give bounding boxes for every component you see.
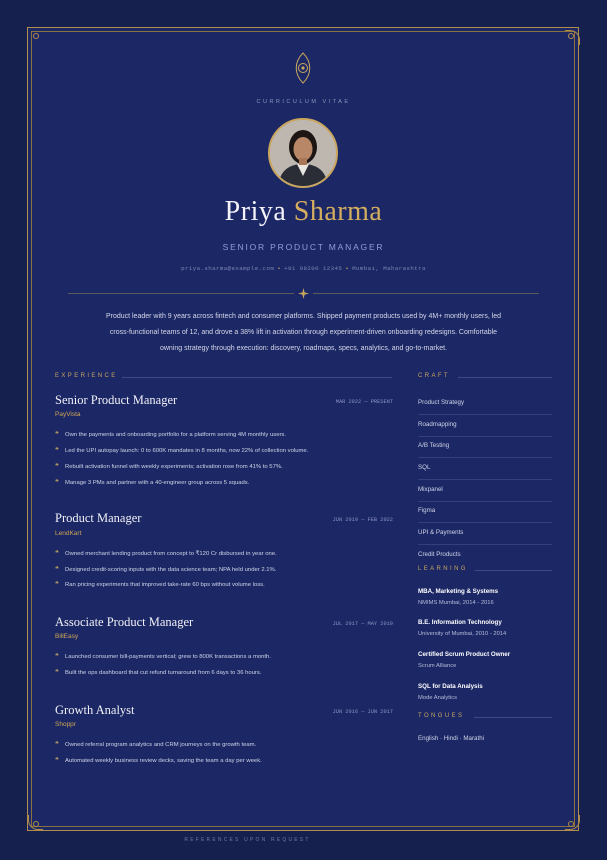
last-name: Sharma — [293, 196, 383, 227]
job-title: Product Manager — [55, 511, 142, 525]
skill-divider — [418, 479, 552, 480]
candidate-name — [0, 196, 607, 228]
skill-item: Figma — [418, 507, 436, 514]
skill-divider — [418, 414, 552, 415]
phone[interactable]: +91 98200 12345 — [284, 265, 343, 272]
divider-line — [68, 293, 294, 294]
skill-item: A/B Testing — [418, 442, 450, 449]
job-title: Growth Analyst — [55, 703, 135, 717]
job-bullet: ❝ Ran pricing experiments that improved take-rate 60 bps without volume loss. — [55, 581, 265, 588]
section-title-learning: LEARNING — [418, 566, 468, 572]
job-title: Senior Product Manager — [55, 393, 178, 407]
job-bullet: ❝ Built the ops dashboard that cut refund turnaround from 6 days to 36 hours. — [55, 669, 262, 676]
company-name: BillEasy — [55, 633, 79, 640]
job-dates: JUN 2016 — JUN 2017 — [332, 709, 393, 715]
divider-line — [313, 293, 539, 294]
job-bullet: ❝ Led the UPI autopay launch: 0 to 600K mandates in 8 months, now 22% of collection volume. — [55, 447, 309, 454]
job-title: Associate Product Manager — [55, 615, 194, 629]
job-bullet: ❝ Own the payments and onboarding portfolio for a platform serving 4M monthly users. — [55, 431, 287, 438]
company-name: LendKart — [55, 530, 82, 537]
job-bullet: ❝ Automated weekly business review decks, saving the team a day per week. — [55, 757, 262, 764]
skill-item: Roadmapping — [418, 421, 457, 428]
email[interactable]: priya.sharma@example.com — [181, 265, 275, 272]
company-name: Shoppr — [55, 721, 76, 728]
leaf-emblem-icon — [292, 52, 314, 84]
section-rule — [458, 377, 552, 378]
footer-note: REFERENCES UPON REQUEST — [184, 837, 311, 843]
skill-item: UPI & Payments — [418, 529, 464, 536]
job-bullet: ❝ Designed credit-scoring inputs with the data science team; NPA held under 2.1%. — [55, 566, 277, 573]
skill-divider — [418, 457, 552, 458]
profile-summary: Product leader with 9 years across fintech and consumer platforms. Shipped payment products used by 4M+ monthly users, led cross-functional teams of 12, and drove a 38% lift in activation through experiment-driven onboarding redesigns. Comfortable owning strategy through execution: discovery, roadmaps, specs, analytics, and go-to-market. — [105, 313, 502, 352]
skill-divider — [418, 436, 552, 437]
star-ornament-icon — [298, 288, 309, 299]
education-detail: Scrum Alliance — [418, 663, 457, 669]
languages-list: English · Hindi · Marathi — [418, 735, 485, 742]
job-bullet: ❝ Owned referral program analytics and CRM journeys on the growth team. — [55, 741, 257, 748]
job-role: SENIOR PRODUCT MANAGER — [222, 242, 385, 252]
skill-item: Mixpanel — [418, 486, 443, 493]
company-name: PayVista — [55, 411, 81, 418]
job-bullet: ❝ Owned merchant lending product from concept to ₹120 Cr disbursed in year one. — [55, 550, 277, 557]
job-bullet: ❝ Launched consumer bill-payments vertical; grew to 800K transactions a month. — [55, 653, 271, 660]
skill-divider — [418, 544, 552, 545]
separator-dot: • — [345, 265, 350, 272]
profile-photo — [268, 118, 338, 188]
skill-divider — [418, 522, 552, 523]
skill-item: Product Strategy — [418, 399, 465, 406]
education-detail: Mode Analytics — [418, 695, 457, 701]
section-title-experience: EXPERIENCE — [55, 373, 118, 379]
location: Mumbai, Maharashtra — [352, 265, 426, 272]
job-dates: JUL 2017 — MAY 2019 — [332, 621, 393, 627]
section-title-tongues: TONGUES — [418, 713, 465, 719]
section-rule — [122, 377, 392, 378]
section-rule — [474, 717, 552, 718]
job-dates: JUN 2019 — FEB 2022 — [332, 517, 393, 523]
contact-line — [0, 265, 607, 272]
section-rule — [475, 570, 552, 571]
education-name: B.E. Information Technology — [418, 619, 502, 626]
skill-item: SQL — [418, 464, 431, 471]
education-name: Certified Scrum Product Owner — [418, 651, 511, 658]
job-dates: MAR 2022 — PRESENT — [335, 399, 393, 405]
education-detail: University of Mumbai, 2010 - 2014 — [418, 631, 507, 637]
education-name: MBA, Marketing & Systems — [418, 588, 499, 595]
job-bullet: ❝ Manage 3 PMs and partner with a 40-engineer group across 5 squads. — [55, 479, 250, 486]
separator-dot: • — [277, 265, 282, 272]
corner-ornament — [33, 33, 39, 39]
education-detail: NMIMS Mumbai, 2014 - 2016 — [418, 600, 494, 606]
cv-label: CURRICULUM VITAE — [256, 99, 351, 105]
section-title-craft: CRAFT — [418, 373, 450, 379]
skill-divider — [418, 501, 552, 502]
first-name: Priya — [224, 196, 287, 227]
skill-item: Credit Products — [418, 551, 461, 558]
education-name: SQL for Data Analysis — [418, 683, 483, 690]
job-bullet: ❝ Rebuilt activation funnel with weekly experiments; activation rose from 41% to 57%. — [55, 463, 283, 470]
